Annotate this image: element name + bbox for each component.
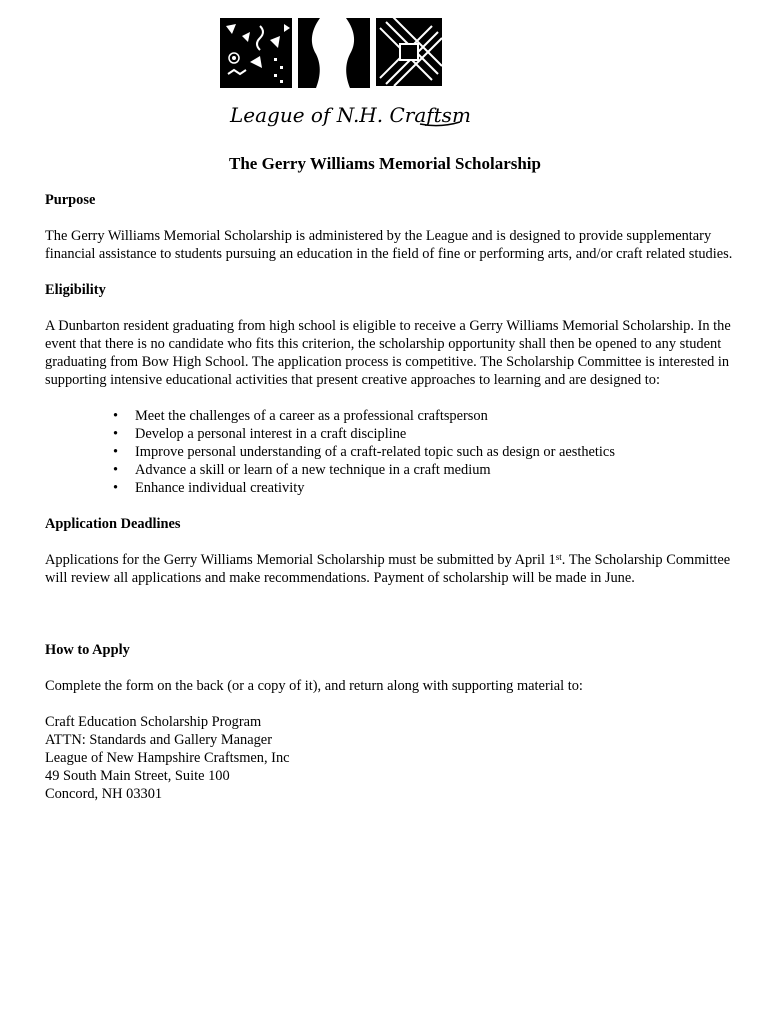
- bullet-icon: •: [113, 426, 119, 442]
- svg-text:League of N.H. Craftsmen: League of N.H. Craftsmen: [230, 103, 470, 127]
- mailing-address: [45, 713, 735, 803]
- purpose-heading: Purpose: [45, 192, 96, 208]
- how-to-apply-heading: How to Apply: [45, 642, 130, 658]
- list-item: [45, 407, 735, 425]
- eligibility-text: A Dunbarton resident graduating from high school is eligible to receive a Gerry Williams Memorial Scholarship. In the event that there is no candidate who fits this criterion, the scholarship opportunity shall then be opened to any student graduating from Bow High School. The application process is competitive. The Scholarship Committee is interested in supporting intensive educational activities that present creative approaches to learning and are designed to:: [45, 318, 731, 388]
- document-body: [45, 191, 735, 803]
- eligibility-heading: Eligibility: [45, 282, 106, 298]
- bullet-icon: •: [113, 444, 119, 460]
- deadlines-heading: Application Deadlines: [45, 516, 181, 532]
- bullet-icon: •: [113, 408, 119, 424]
- address-line: 49 South Main Street, Suite 100: [45, 768, 230, 784]
- eligibility-list: [45, 407, 735, 497]
- address-line: Craft Education Scholarship Program: [45, 714, 262, 730]
- bullet-icon: •: [113, 462, 119, 478]
- bullet-icon: •: [113, 480, 119, 496]
- bullet-text: Enhance individual creativity: [135, 480, 305, 496]
- woven-lattice-tile-icon: [376, 18, 442, 86]
- page-title: The Gerry Williams Memorial Scholarship: [229, 154, 541, 173]
- address-line: Concord, NH 03301: [45, 786, 163, 802]
- deadlines-text: Applications for the Gerry Williams Memorial Scholarship must be submitted by April 1st. The Scholarship Committee will review all applications and make recommendations. Payment of scholarship will be made in June.: [45, 552, 731, 586]
- list-item: [45, 461, 735, 479]
- league-signature-icon: [229, 103, 470, 127]
- bullet-text: Develop a personal interest in a craft discipline: [135, 426, 407, 442]
- list-item: [45, 479, 735, 497]
- list-item: [45, 425, 735, 443]
- bullet-text: Improve personal understanding of a craft-related topic such as design or aesthetics: [135, 444, 615, 460]
- bullet-text: Meet the challenges of a career as a professional craftsperson: [135, 408, 488, 424]
- list-item: [45, 443, 735, 461]
- how-to-apply-text: Complete the form on the back (or a copy of it), and return along with supporting material to:: [45, 678, 583, 694]
- abstract-pattern-tile-icon: [220, 18, 292, 88]
- bullet-text: Advance a skill or learn of a new technique in a craft medium: [135, 462, 491, 478]
- league-logo: [220, 18, 470, 138]
- address-line: ATTN: Standards and Gallery Manager: [45, 732, 272, 748]
- vase-profile-tile-icon: [298, 18, 370, 88]
- purpose-text: The Gerry Williams Memorial Scholarship is administered by the League and is designed to provide supplementary financial assistance to students pursuing an education in the field of fine or performing arts, and/or craft related studies.: [45, 228, 733, 262]
- address-line: League of New Hampshire Craftsmen, Inc: [45, 750, 290, 766]
